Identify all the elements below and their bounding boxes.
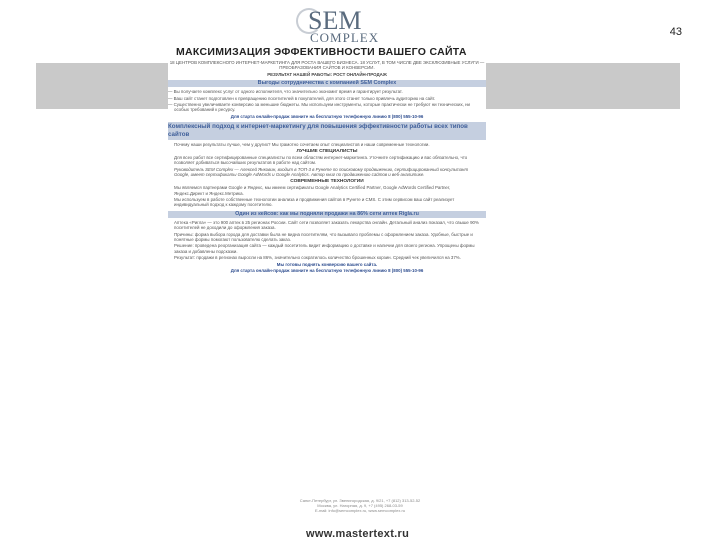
- section1-bullet: — Вы получаете комплекс услуг от одного исполнителя, что значительно экономит время и гарантирует результат.: [168, 89, 403, 95]
- section3-cta-1: Мы готовы поднять конверсию вашего сайта.: [276, 261, 378, 267]
- footer-address-1: Санкт-Петербург, ул. Звенигородская, д. 9/21, +7 (812) 313-52-52: [299, 498, 421, 503]
- logo-line1: SEM: [308, 6, 362, 35]
- footer-contacts: [260, 498, 460, 513]
- page-title: МАКСИМИЗАЦИЯ ЭФФЕКТИВНОСТИ ВАШЕГО САЙТА: [176, 46, 467, 58]
- specialists-text: Для всех работ все сертифицированные специалисты по всем областям интернет-маркетинга. Уточните сертификацию и вас обязательно, что позволяет добиваться высочайших результатов в работе над сайтом.: [174, 155, 468, 166]
- section1-bullet: — Существенно увеличиваете конверсию за меньшие бюджеты. Мы используем инструменты, которые практически не требуют ни технических, ни особых требований к ресурсу.: [168, 102, 470, 113]
- case-paragraph-3: Решение: проведена реорганизация сайта — каждый посетитель видит информацию о доставке и наличии для своего региона. Упрощены формы заказа и добавлены подсказки.: [174, 243, 475, 254]
- section1-bullet: — Ваш сайт станет подготовлен к превращению посетителей в покупателей, для этого станет только привлечь аудиторию на сайт.: [168, 95, 436, 101]
- section3-title: Один из кейсов: как мы подняли продажи на 86% сети аптек Rigla.ru: [168, 211, 486, 218]
- intro-text: 18 ЦЕНТРОВ КОМПЛЕКСНОГО ИНТЕРНЕТ-МАРКЕТИНГА ДЛЯ РОСТА ВАШЕГО БИЗНЕСА. 18 УСЛУГ, В ТОМ ЧИСЛЕ ДВЕ ЭКСКЛЮЗИВНЫЕ УСЛУГИ — ПРЕОБРАЗОВАНИЯ САЙТОВ И КОНВЕРСИИ.: [169, 60, 485, 71]
- case-paragraph-4: Результат: продажи в регионах выросли на 86%, значительно сократилось количество брошенных корзин. Средний чек увеличился на 37%.: [174, 255, 461, 261]
- logo-line2: COMPLEX: [310, 30, 380, 45]
- intro-emphasis: РЕЗУЛЬТАТ НАШЕЙ РАБОТЫ: РОСТ ОНЛАЙН-ПРОДАЖ: [267, 71, 387, 77]
- specialists-title: ЛУЧШИЕ СПЕЦИАЛИСТЫ: [296, 148, 358, 154]
- section1-cta: Для старта онлайн-продаж звоните на бесплатную телефонную линию 8 (800) 555-10-96: [230, 113, 424, 119]
- case-paragraph-1: Аптека «Ригла» — это 900 аптек в 25 регионах России. Сайт сети позволяет заказать лекарства онлайн. Детальный анализ показал, что свыше 90% посетителей не доходили до оформления заказа.: [174, 219, 479, 231]
- right-gray-bar: [486, 63, 680, 109]
- section1-title: Выгоды сотрудничества с компанией SEM Complex: [168, 80, 486, 87]
- tech-text-2: Мы используем в работе собственные технологии анализа и продвижения сайтов в Рунете и CMS. С этим сервисом ваш сайт реализует индивидуальный подход к каждому посетителю.: [174, 196, 455, 208]
- case-paragraph-2: Причины: форма выбора города для доставки была не видна посетителям, что вызывало проблемы с оформлением заказа. Удобные, быстрые и понятные формы помогают пользователю сделать заказ.: [174, 231, 473, 242]
- company-logo: [296, 6, 436, 46]
- tech-text-1: Мы являемся партнерами Google и Яндекс, мы имеем сертификаты Google Analytics Certified Partner, Google AdWords Certified Partner, Яндекс.Директ и Яндекс.Метрика.: [174, 185, 451, 196]
- document-body: [168, 60, 486, 274]
- tech-title: СОВРЕМЕННЫЕ ТЕХНОЛОГИИ: [290, 178, 364, 184]
- footer-site-link[interactable]: www.mastertext.ru: [306, 528, 410, 540]
- section2-title: Комплексный подход к интернет-маркетингу для повышения эффективности работы всех типов сайтов: [168, 122, 486, 140]
- section3-cta-2: Для старта онлайн-продаж звоните на бесплатную телефонную линию 8 (800) 555-10-96: [230, 267, 424, 273]
- footer-address-2: Москва, ул. Нагорная, д. 9, +7 (495) 268-03-59: [317, 503, 403, 508]
- section2-text: Почему наши результаты лучше, чем у других? Мы грамотно сочетаем опыт специалистов и наши современные технологии.: [174, 142, 430, 148]
- footer-address-3: E-mail: info@semcomplex.ru, www.semcomplex.ru: [314, 508, 406, 513]
- left-gray-bar: [36, 63, 168, 109]
- page-number: 43: [669, 26, 682, 38]
- leader-text: Руководитель SEM Complex — Алексей Янковин, входит в ТОП-3 в Рунете по поисковому продвижению, сертифицированный консультант Google, имеет сертификаты Google AdWords и Google Analytics. Автор книг по продвижению сайтов и веб-аналитике.: [174, 166, 469, 178]
